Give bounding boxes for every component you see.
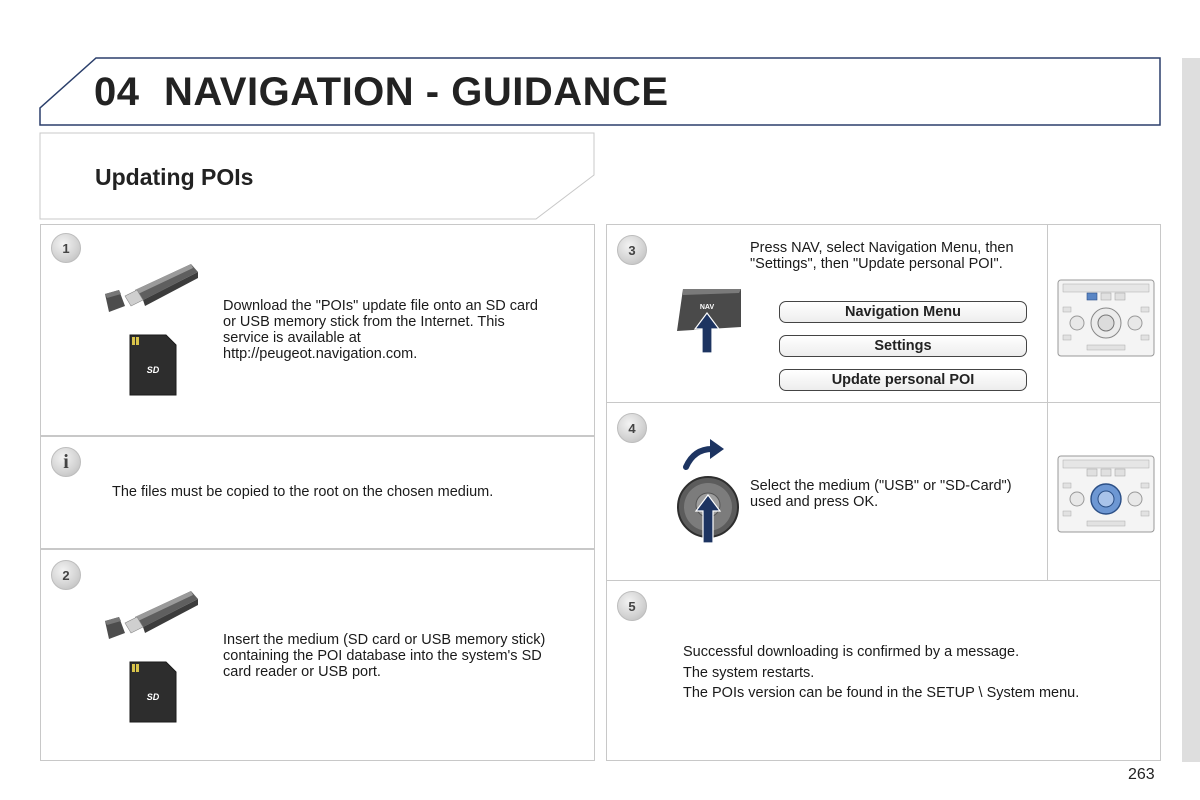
step-1-badge: 1 xyxy=(51,233,81,263)
step-1-box xyxy=(40,224,595,436)
menu-item-navigation-menu[interactable]: Navigation Menu xyxy=(779,301,1027,323)
step-2-text: Insert the medium (SD card or USB memory stick) containing the POI database into the system's SD card reader or USB port. xyxy=(223,632,546,680)
section-title-panel xyxy=(0,0,600,230)
step-3-text: Press NAV, select Navigation Menu, then "Settings", then "Update personal POI". xyxy=(750,240,1014,272)
section-title: Updating POIs xyxy=(95,164,254,190)
control-panel-icon xyxy=(1057,455,1155,533)
step-4-divider xyxy=(1047,403,1048,581)
menu-item-update-personal-poi[interactable]: Update personal POI xyxy=(779,369,1027,391)
rotary-knob-icon xyxy=(672,439,748,545)
sd-card-icon xyxy=(128,333,178,397)
step-4-badge: 4 xyxy=(617,413,647,443)
nav-key-label: NAV xyxy=(699,304,715,311)
step-1-text: Download the "POIs" update file onto an SD card or USB memory stick from the Internet. This service is available at http://peugeot.navigation.com. xyxy=(223,298,538,362)
info-icon: i xyxy=(51,447,81,477)
step-4-text: Select the medium ("USB" or "SD-Card") used and press OK. xyxy=(750,478,1012,510)
step-5-badge: 5 xyxy=(617,591,647,621)
page-number: 263 xyxy=(1128,766,1155,783)
info-text: The files must be copied to the root on the chosen medium. xyxy=(112,484,494,500)
nav-button-icon xyxy=(673,285,747,355)
info-box xyxy=(40,436,595,549)
step-3-badge: 3 xyxy=(617,235,647,265)
step-2-badge: 2 xyxy=(51,560,81,590)
step-3-box xyxy=(606,224,1161,403)
step-5-line-3: The POIs version can be found in the SETUP \ System menu. xyxy=(683,685,1080,701)
step-4-box xyxy=(606,402,1161,581)
step-5-box xyxy=(606,580,1161,761)
sd-card-label: SD xyxy=(146,692,160,702)
side-strip xyxy=(1182,58,1200,762)
chapter-number: 04 xyxy=(94,70,140,114)
step-2-box xyxy=(40,549,595,761)
control-panel-icon xyxy=(1057,279,1155,357)
step-5-line-2: The system restarts. xyxy=(683,665,815,681)
step-5-line-1: Successful downloading is confirmed by a message. xyxy=(683,644,1020,660)
usb-stick-icon xyxy=(103,260,203,320)
menu-item-settings[interactable]: Settings xyxy=(779,335,1027,357)
sd-card-label: SD xyxy=(146,365,160,375)
chapter-title: NAVIGATION - GUIDANCE xyxy=(164,70,669,114)
usb-stick-icon xyxy=(103,587,203,647)
step-3-divider xyxy=(1047,225,1048,403)
sd-card-icon xyxy=(128,660,178,724)
